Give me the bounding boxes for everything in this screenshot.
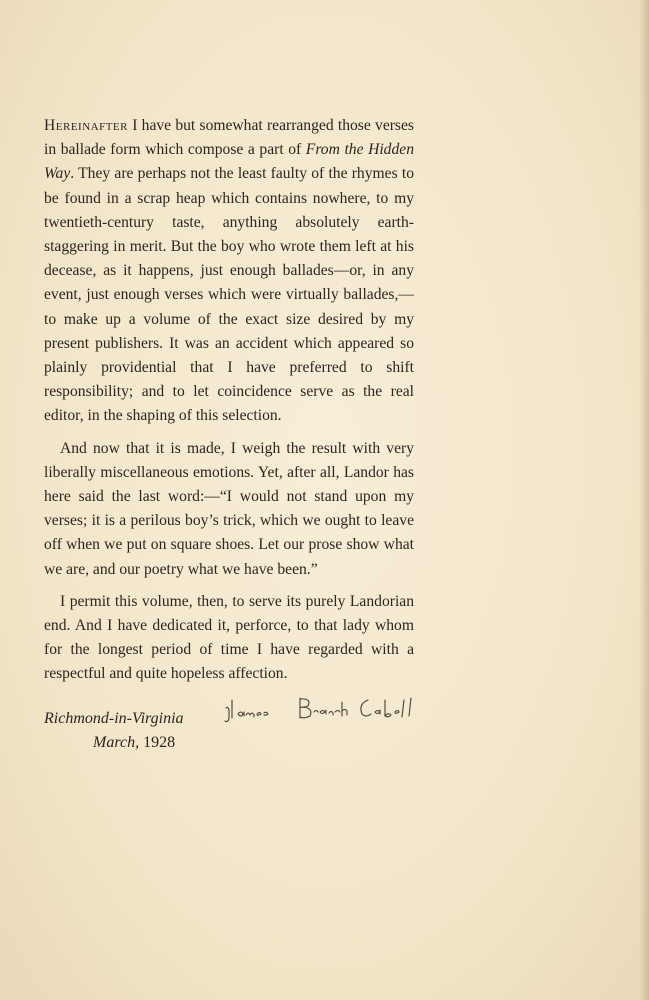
closing-place: Richmond-in-Virginia: [44, 710, 184, 727]
closing-month: March,: [93, 734, 140, 751]
paragraph-1: [44, 114, 414, 429]
book-title: From the Hidden Way: [44, 141, 414, 183]
lead-word: Hereinafter: [44, 117, 128, 134]
paragraph-2: And now that it is made, I weigh the result with very liberally miscellaneous emotions. Yet, after all, Landor has here said the last word:—“I would not stand upon my verses; it is a perilous boy’s trick, which we ought to leave off when we put on square shoes. Let our prose show what we are, and our poetry what we have been.”: [44, 439, 414, 578]
page-edge-shadow: [639, 0, 649, 1000]
closing-date: [93, 731, 175, 755]
paragraph-3: I permit this volume, then, to serve its purely Landorian end. And I have dedicated it, perforce, to that lady whom for the longest period of time I have regarded with a respectful and quite hopeless affection.: [44, 592, 414, 683]
closing-year: 1928: [139, 734, 176, 751]
paragraph-1-text-a: I have but somewhat rearranged those verses in ballade form which compose a part of: [44, 117, 414, 159]
preface-text: [44, 114, 414, 687]
handwritten-signature: [222, 694, 428, 728]
paragraph-1-text-b: . They are perhaps not the least faulty of the rhymes to be found in a scrap heap which contains nowhere, to my twentieth-century taste, anything absolutely earth-staggering in merit. But the boy who wrote them left at his decease, as it happens, just enough ballades—or, in any event, just enough verses which were virtually ballades,—to make up a volume of the exact size desired by my present publishers. It was an accident which appeared so plainly providential that I have preferred to shift responsibility; and to let coincidence serve as the real editor, in the shaping of this selection.: [44, 165, 414, 425]
